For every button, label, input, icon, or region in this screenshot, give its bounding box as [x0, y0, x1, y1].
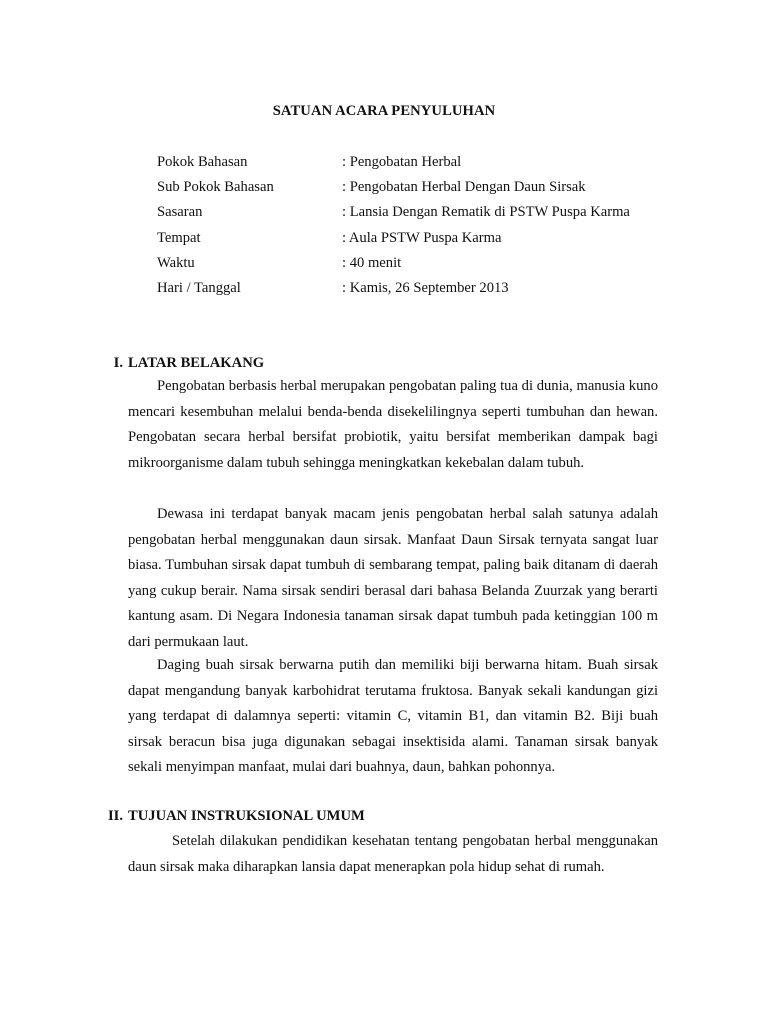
meta-value: : Lansia Dengan Rematik di PSTW Puspa Karma — [342, 204, 630, 220]
meta-value: : 40 menit — [342, 255, 402, 271]
meta-label: Hari / Tanggal — [157, 280, 241, 296]
paragraph: Pengobatan berbasis herbal merupakan pengobatan paling tua di dunia, manusia kuno mencari kesembuhan melalui benda-benda disekelilingnya seperti tumbuhan dan hewan. Pengobatan secara herbal bersifat probiotik, yaitu bersifat memberikan dampak bagi mikroorganisme dalam tubuh sehingga meningkatkan kekebalan dalam tubuh. — [128, 378, 658, 471]
meta-row-sub-pokok-bahasan — [157, 179, 677, 199]
meta-value: : Aula PSTW Puspa Karma — [342, 230, 502, 246]
section-title: LATAR BELAKANG — [128, 355, 265, 371]
meta-label: Pokok Bahasan — [157, 154, 248, 170]
meta-label: Tempat — [157, 230, 201, 246]
meta-row-tempat — [157, 230, 677, 250]
section-title: TUJUAN INSTRUKSIONAL UMUM — [128, 808, 365, 824]
meta-value: : Pengobatan Herbal — [342, 154, 462, 170]
meta-value: : Pengobatan Herbal Dengan Daun Sirsak — [342, 179, 586, 195]
section-number: I. — [113, 355, 123, 371]
meta-value: : Kamis, 26 September 2013 — [342, 280, 509, 296]
meta-row-pokok-bahasan — [157, 154, 677, 174]
paragraph: Dewasa ini terdapat banyak macam jenis pengobatan herbal salah satunya adalah pengobatan herbal menggunakan daun sirsak. Manfaat Daun Sirsak ternyata sangat luar biasa. Tumbuhan sirsak dapat tumbuh di sembarang tempat, paling baik ditanam di daerah yang cukup berair. Nama sirsak sendiri berasal dari bahasa Belanda Zuurzak yang berarti kantung asam. Di Negara Indonesia tanaman sirsak dapat tumbuh pada ketinggian 100 m dari permukaan laut. — [128, 506, 658, 650]
paragraph: Daging buah sirsak berwarna putih dan memiliki biji berwarna hitam. Buah sirsak dapat mengandung banyak karbohidrat terutama fruktosa. Banyak sekali kandungan gizi yang terdapat di dalamnya seperti: vitamin C, vitamin B1, dan vitamin B2. Biji buah sirsak beracun bisa juga digunakan sebagai insektisida alami. Tanaman sirsak banyak sekali menyimpan manfaat, mulai dari buahnya, daun, bahkan pohonnya. — [128, 657, 658, 776]
meta-label: Waktu — [157, 255, 195, 271]
meta-row-sasaran — [157, 204, 677, 224]
meta-label: Sasaran — [157, 204, 203, 220]
meta-label: Sub Pokok Bahasan — [157, 179, 274, 195]
meta-row-hari-tanggal — [157, 280, 677, 300]
paragraph: Setelah dilakukan pendidikan kesehatan tentang pengobatan herbal menggunakan daun sirsak maka diharapkan lansia dapat menerapkan pola hidup sehat di rumah. — [128, 833, 658, 875]
document-title: SATUAN ACARA PENYULUHAN — [272, 103, 496, 119]
meta-row-waktu — [157, 255, 677, 275]
section-number: II. — [107, 808, 123, 824]
